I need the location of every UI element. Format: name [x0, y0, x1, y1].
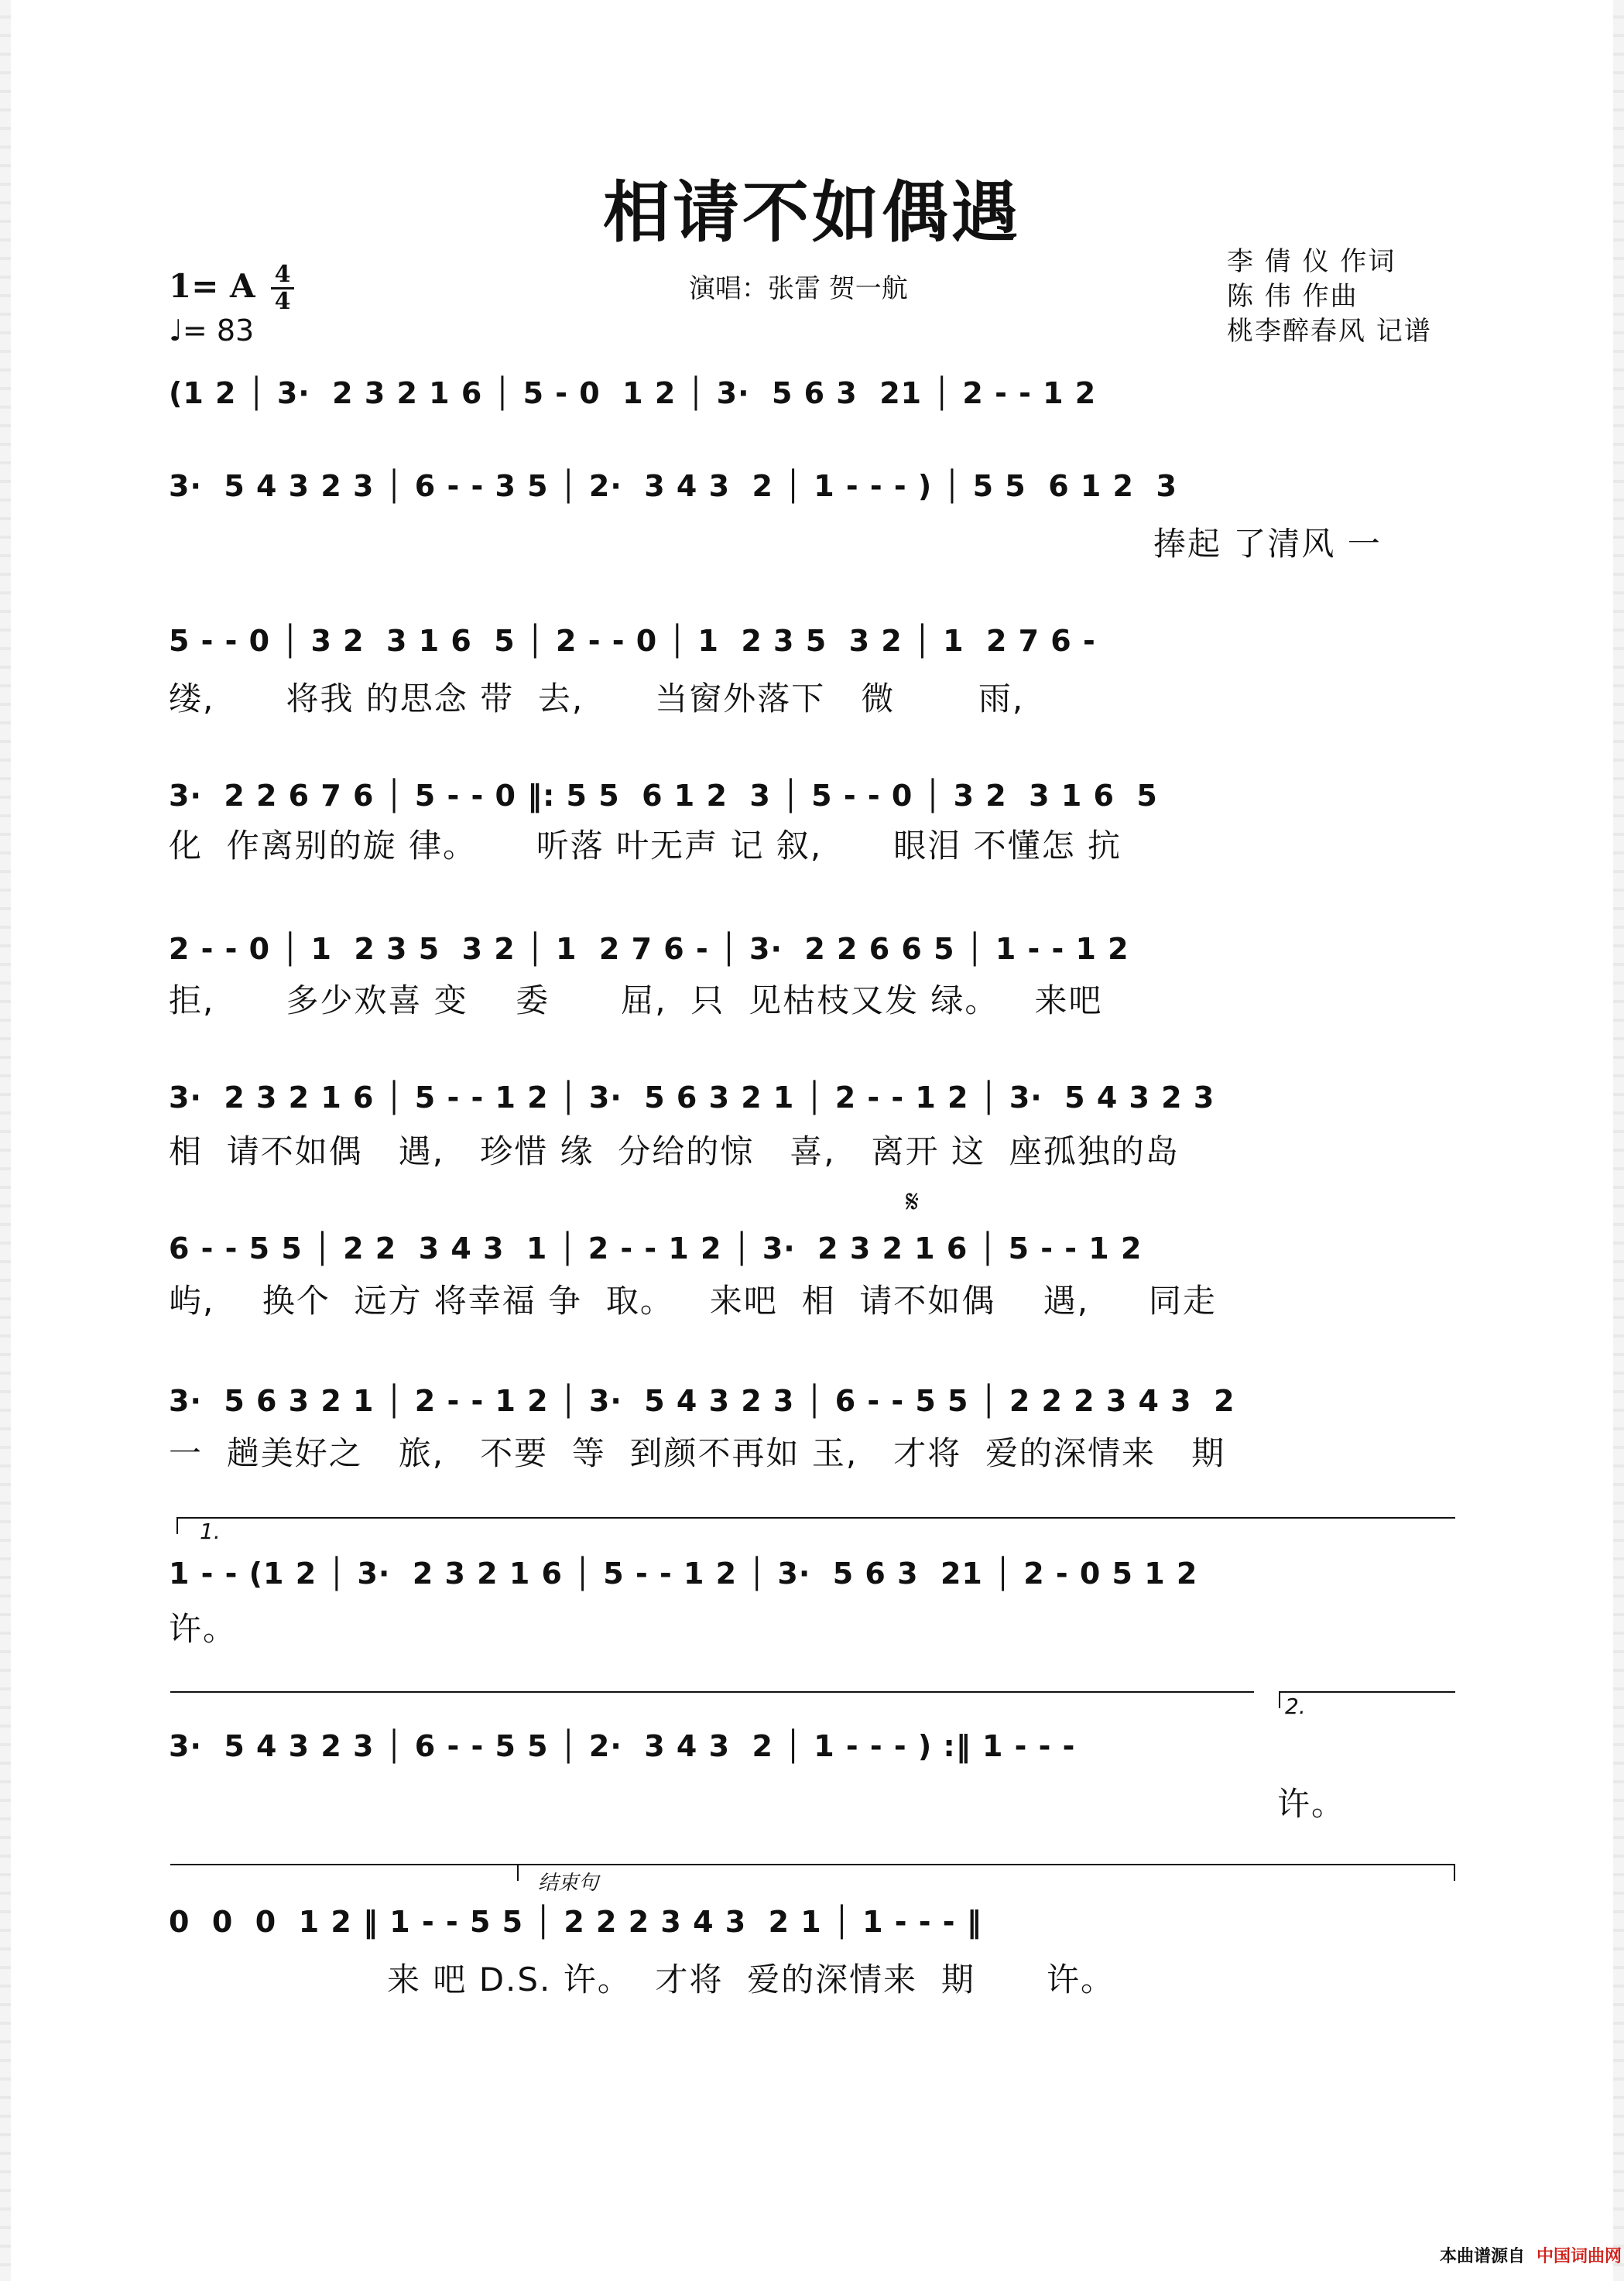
- notation-line: 3· 5 4 3 2 3 │ 6 - - 5 5 │ 2· 3 4 3 2 │ 1 - - - ) :‖ 1 - - -: [169, 1729, 1076, 1763]
- lyrics-row: [0, 1779, 1624, 1825]
- time-signature: [267, 263, 298, 313]
- time-signature-top: 4: [274, 261, 291, 288]
- coda-bracket: [517, 1864, 1455, 1881]
- first-ending-continuation: [170, 1691, 1254, 1693]
- first-ending-bracket: [176, 1517, 1455, 1534]
- lyrics-line: 许。: [169, 1610, 238, 1648]
- lyrics-row: [0, 975, 1624, 1022]
- lyrics-row: [0, 1428, 1624, 1474]
- transcriber-credit: 桃李醉春风 记谱: [1227, 316, 1432, 347]
- lyrics-line: 缕, 将我 的思念 带 去, 当窗外落下 微 雨,: [169, 680, 1025, 718]
- singer-credit: 演唱：张雷 贺一航: [689, 273, 908, 304]
- time-signature-bottom: 4: [274, 288, 291, 315]
- lyrics-row: [0, 1954, 1624, 2001]
- lyrics-row: [0, 1276, 1624, 1322]
- notation-row: [0, 619, 1624, 673]
- notation-line: 6 - - 5 5 │ 2 2 3 4 3 1 │ 2 - - 1 2 │ 3· 2 3 2 1 6 │ 5 - - 1 2: [169, 1231, 1143, 1266]
- notation-row: [0, 927, 1624, 981]
- source-label: 本曲谱源自: [1440, 2247, 1526, 2266]
- tempo-marking: ♩= 83: [169, 313, 255, 348]
- notation-row: [0, 1900, 1624, 1954]
- coda-label: 结束句: [538, 1872, 599, 1895]
- lyrics-row: [0, 519, 1624, 565]
- source-site-link[interactable]: 中国词曲网: [1537, 2247, 1622, 2266]
- lyrics-row: [0, 673, 1624, 720]
- notation-row: [0, 1076, 1624, 1130]
- notation-row: [0, 464, 1624, 519]
- notation-line: 3· 5 4 3 2 3 │ 6 - - 3 5 │ 2· 3 4 3 2 │ 1 - - - ) │ 5 5 6 1 2 3: [169, 469, 1177, 503]
- lyrics-line: 拒, 多少欢喜 变 委 屈, 只 见枯枝又发 绿。 来吧: [169, 981, 1103, 1019]
- notation-line: 2 - - 0 │ 1 2 3 5 3 2 │ 1 2 7 6 - │ 3· 2 2 6 6 5 │ 1 - - 1 2: [169, 932, 1129, 966]
- notation-row: [0, 372, 1624, 426]
- lyrics-row: [0, 1126, 1624, 1173]
- notation-row: [0, 1552, 1624, 1606]
- lyrics-line: 捧起 了清风 一: [1153, 525, 1382, 563]
- first-ending-label: 1.: [200, 1519, 221, 1544]
- notation-line: 3· 2 3 2 1 6 │ 5 - - 1 2 │ 3· 5 6 3 2 1 │ 2 - - 1 2 │ 3· 5 4 3 2 3: [169, 1081, 1215, 1115]
- notation-line: 3· 5 6 3 2 1 │ 2 - - 1 2 │ 3· 5 4 3 2 3 │ 6 - - 5 5 │ 2 2 2 3 4 3 2: [169, 1384, 1235, 1418]
- notation-line: (1 2 │ 3· 2 3 2 1 6 │ 5 - 0 1 2 │ 3· 5 6 3 21 │ 2 - - 1 2: [169, 376, 1097, 410]
- lyrics-line: 化 作离别的旋 律。 听落 叶无声 记 叙, 眼泪 不懂怎 抗: [169, 827, 1122, 865]
- lyrics-row: [0, 820, 1624, 867]
- key-signature: 1= A: [169, 267, 255, 305]
- second-ending-label: 2.: [1285, 1694, 1306, 1719]
- notation-row: [0, 1379, 1624, 1433]
- lyrics-line: 许。: [1277, 1785, 1346, 1823]
- lyrics-line: 一 趟美好之 旅, 不要 等 到颜不再如 玉, 才将 爱的深情来 期: [169, 1434, 1226, 1472]
- lyrics-line: 来 吧 D.S. 许。 才将 爱的深情来 期 许。: [387, 1961, 1115, 1998]
- coda-lead-line: [170, 1864, 519, 1865]
- notation-line: 3· 2 2 6 7 6 │ 5 - - 0 ‖: 5 5 6 1 2 3 │ 5 - - 0 │ 3 2 3 1 6 5: [169, 779, 1158, 813]
- lyricist-credit: 李 倩 仪 作词: [1227, 246, 1396, 277]
- lyrics-line: 相 请不如偶 遇, 珍惜 缘 分给的惊 喜, 离开 这 座孤独的岛: [169, 1132, 1180, 1170]
- notation-row: [0, 1227, 1624, 1281]
- notation-line: 0 0 0 1 2 ‖ 1 - - 5 5 │ 2 2 2 3 4 3 2 1 │ 1 - - - ‖: [169, 1905, 982, 1939]
- segno-sign: 𝄋: [906, 1184, 920, 1220]
- notation-line: 1 - - (1 2 │ 3· 2 3 2 1 6 │ 5 - - 1 2 │ 3· 5 6 3 21 │ 2 - 0 5 1 2: [169, 1557, 1198, 1591]
- lyrics-row: [0, 1604, 1624, 1650]
- notation-row: [0, 1724, 1624, 1779]
- notation-line: 5 - - 0 │ 3 2 3 1 6 5 │ 2 - - 0 │ 1 2 3 5 3 2 │ 1 2 7 6 -: [169, 624, 1096, 658]
- lyrics-line: 屿, 换个 远方 将幸福 争 取。 来吧 相 请不如偶 遇, 同走: [169, 1282, 1217, 1320]
- composer-credit: 陈 伟 作曲: [1227, 281, 1358, 312]
- song-title: 相请不如偶遇: [603, 173, 1021, 252]
